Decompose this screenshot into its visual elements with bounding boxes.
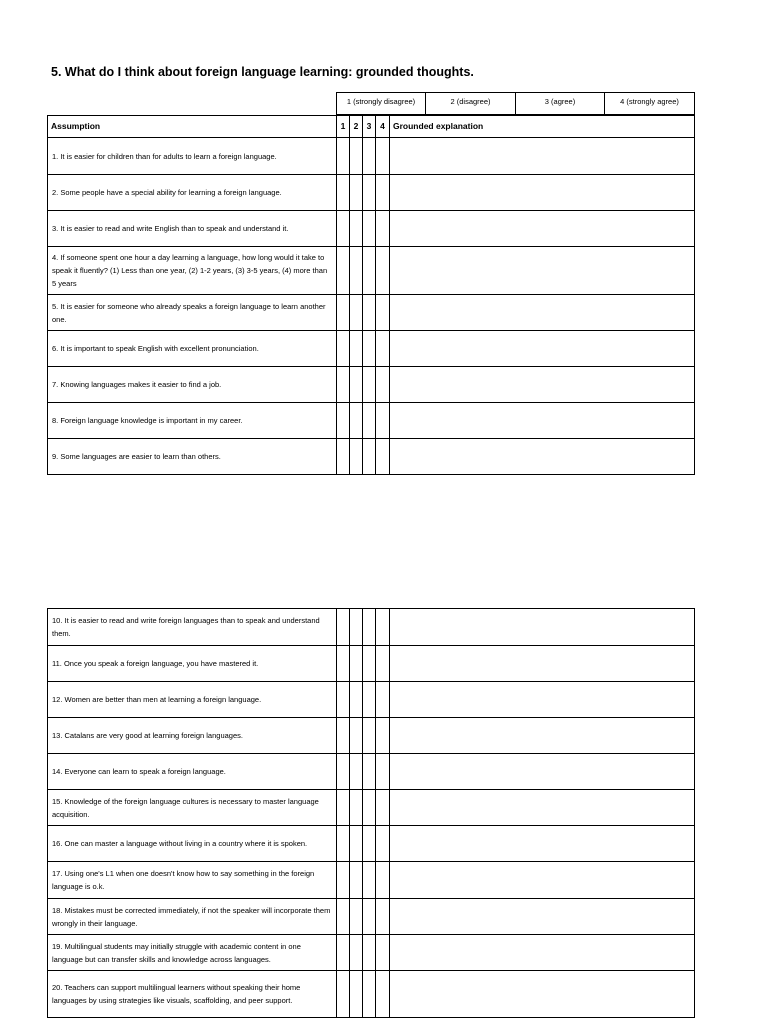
- rating-cell-3[interactable]: [363, 247, 376, 295]
- rating-cell-2[interactable]: [350, 899, 363, 935]
- table-row: [48, 211, 695, 247]
- table-row: [48, 935, 695, 971]
- table-row: [48, 646, 695, 682]
- rating-cell-4[interactable]: [376, 826, 390, 862]
- header-grounded-explanation: Grounded explanation: [390, 116, 695, 138]
- rating-cell-2[interactable]: [350, 754, 363, 790]
- rating-cell-1[interactable]: [337, 899, 350, 935]
- rating-cell-4[interactable]: [376, 971, 390, 1018]
- rating-cell-4[interactable]: [376, 439, 390, 475]
- rating-cell-1[interactable]: [337, 754, 350, 790]
- grounded-explanation-cell[interactable]: [390, 790, 695, 826]
- rating-cell-4[interactable]: [376, 138, 390, 175]
- rating-cell-1[interactable]: [337, 826, 350, 862]
- assumption-statement: 12. Women are better than men at learning a foreign language.: [48, 682, 337, 718]
- table-row: [48, 971, 695, 1018]
- rating-cell-1[interactable]: [337, 718, 350, 754]
- rating-cell-2[interactable]: [350, 175, 363, 211]
- rating-cell-4[interactable]: [376, 899, 390, 935]
- rating-cell-2[interactable]: [350, 790, 363, 826]
- rating-cell-1[interactable]: [337, 295, 350, 331]
- rating-cell-2[interactable]: [350, 646, 363, 682]
- assumption-statement: 11. Once you speak a foreign language, you have mastered it.: [48, 646, 337, 682]
- assumptions-table-1: [47, 115, 695, 475]
- rating-cell-4[interactable]: [376, 331, 390, 367]
- assumption-statement: 20. Teachers can support multilingual learners without speaking their home languages by using strategies like visuals, scaffolding, and peer support.: [48, 971, 337, 1018]
- rating-cell-2[interactable]: [350, 403, 363, 439]
- grounded-explanation-cell[interactable]: [390, 935, 695, 971]
- rating-cell-1[interactable]: [337, 682, 350, 718]
- rating-cell-1[interactable]: [337, 790, 350, 826]
- rating-cell-1[interactable]: [337, 175, 350, 211]
- rating-cell-1[interactable]: [337, 138, 350, 175]
- scale-strongly-disagree: 1 (strongly disagree): [337, 93, 426, 115]
- rating-cell-2[interactable]: [350, 935, 363, 971]
- table-row: [48, 899, 695, 935]
- rating-cell-3[interactable]: [363, 403, 376, 439]
- rating-cell-2[interactable]: [350, 331, 363, 367]
- grounded-explanation-cell[interactable]: [390, 971, 695, 1018]
- rating-cell-2[interactable]: [350, 971, 363, 1018]
- header-rating-1: 1: [337, 116, 350, 138]
- rating-cell-3[interactable]: [363, 367, 376, 403]
- table-row: [48, 367, 695, 403]
- rating-cell-3[interactable]: [363, 935, 376, 971]
- rating-cell-2[interactable]: [350, 862, 363, 899]
- rating-cell-3[interactable]: [363, 754, 376, 790]
- rating-cell-1[interactable]: [337, 211, 350, 247]
- rating-cell-1[interactable]: [337, 403, 350, 439]
- assumption-statement: 18. Mistakes must be corrected immediately, if not the speaker will incorporate them wrongly in their language.: [48, 899, 337, 935]
- table-row: [48, 754, 695, 790]
- grounded-explanation-cell[interactable]: [390, 862, 695, 899]
- table-row: [48, 295, 695, 331]
- assumption-statement: 15. Knowledge of the foreign language cultures is necessary to master language acquisition.: [48, 790, 337, 826]
- table-row: [48, 718, 695, 754]
- rating-cell-3[interactable]: [363, 175, 376, 211]
- grounded-explanation-cell[interactable]: [390, 331, 695, 367]
- rating-cell-4[interactable]: [376, 754, 390, 790]
- rating-cell-4[interactable]: [376, 609, 390, 646]
- rating-cell-1[interactable]: [337, 935, 350, 971]
- grounded-explanation-cell[interactable]: [390, 247, 695, 295]
- rating-cell-4[interactable]: [376, 790, 390, 826]
- rating-cell-1[interactable]: [337, 439, 350, 475]
- rating-cell-1[interactable]: [337, 367, 350, 403]
- table-row: [48, 439, 695, 475]
- table-row: [48, 331, 695, 367]
- grounded-explanation-cell[interactable]: [390, 609, 695, 646]
- grounded-explanation-cell[interactable]: [390, 403, 695, 439]
- table-row: [48, 403, 695, 439]
- assumption-statement: 14. Everyone can learn to speak a foreign language.: [48, 754, 337, 790]
- rating-cell-3[interactable]: [363, 646, 376, 682]
- assumption-statement: 9. Some languages are easier to learn than others.: [48, 439, 337, 475]
- assumption-statement: 17. Using one's L1 when one doesn't know how to say something in the foreign language is o.k.: [48, 862, 337, 899]
- rating-cell-1[interactable]: [337, 862, 350, 899]
- rating-cell-4[interactable]: [376, 403, 390, 439]
- assumption-statement: 3. It is easier to read and write English than to speak and understand it.: [48, 211, 337, 247]
- grounded-explanation-cell[interactable]: [390, 718, 695, 754]
- table-row: [48, 175, 695, 211]
- rating-cell-2[interactable]: [350, 247, 363, 295]
- assumption-statement: 10. It is easier to read and write foreign languages than to speak and understand them.: [48, 609, 337, 646]
- assumption-statement: 1. It is easier for children than for adults to learn a foreign language.: [48, 138, 337, 175]
- table-row: [48, 790, 695, 826]
- rating-cell-4[interactable]: [376, 646, 390, 682]
- rating-cell-4[interactable]: [376, 367, 390, 403]
- rating-cell-3[interactable]: [363, 790, 376, 826]
- header-assumption: Assumption: [48, 116, 337, 138]
- table-row: [48, 609, 695, 646]
- rating-cell-4[interactable]: [376, 718, 390, 754]
- rating-cell-2[interactable]: [350, 211, 363, 247]
- scale-row: [337, 93, 695, 115]
- rating-cell-4[interactable]: [376, 935, 390, 971]
- rating-cell-3[interactable]: [363, 138, 376, 175]
- table-row: [48, 682, 695, 718]
- rating-cell-3[interactable]: [363, 295, 376, 331]
- rating-cell-2[interactable]: [350, 682, 363, 718]
- rating-cell-2[interactable]: [350, 826, 363, 862]
- grounded-explanation-cell[interactable]: [390, 367, 695, 403]
- rating-cell-4[interactable]: [376, 862, 390, 899]
- grounded-explanation-cell[interactable]: [390, 899, 695, 935]
- page-title: 5. What do I think about foreign language learning: grounded thoughts.: [51, 65, 474, 79]
- assumptions-table-2: [47, 608, 695, 1018]
- rating-cell-4[interactable]: [376, 682, 390, 718]
- grounded-explanation-cell[interactable]: [390, 439, 695, 475]
- grounded-explanation-cell[interactable]: [390, 826, 695, 862]
- header-rating-3: 3: [363, 116, 376, 138]
- assumption-statement: 7. Knowing languages makes it easier to find a job.: [48, 367, 337, 403]
- rating-cell-1[interactable]: [337, 646, 350, 682]
- grounded-explanation-cell[interactable]: [390, 175, 695, 211]
- rating-cell-1[interactable]: [337, 331, 350, 367]
- assumption-statement: 16. One can master a language without living in a country where it is spoken.: [48, 826, 337, 862]
- assumption-statement: 19. Multilingual students may initially struggle with academic content in one language but can transfer skills and knowledge across languages.: [48, 935, 337, 971]
- rating-cell-4[interactable]: [376, 175, 390, 211]
- rating-cell-1[interactable]: [337, 609, 350, 646]
- rating-cell-1[interactable]: [337, 971, 350, 1018]
- grounded-explanation-cell[interactable]: [390, 138, 695, 175]
- grounded-explanation-cell[interactable]: [390, 682, 695, 718]
- assumption-statement: 4. If someone spent one hour a day learning a language, how long would it take to speak it fluently? (1) Less than one year, (2) 1-2 years, (3) 3-5 years, (4) more than 5 years: [48, 247, 337, 295]
- rating-cell-2[interactable]: [350, 439, 363, 475]
- header-rating-2: 2: [350, 116, 363, 138]
- rating-cell-3[interactable]: [363, 682, 376, 718]
- table-header-row: [48, 116, 695, 138]
- assumption-statement: 6. It is important to speak English with excellent pronunciation.: [48, 331, 337, 367]
- table-row: [48, 826, 695, 862]
- scale-agree: 3 (agree): [516, 93, 605, 115]
- table-row: [48, 862, 695, 899]
- table-row: [48, 138, 695, 175]
- rating-cell-3[interactable]: [363, 826, 376, 862]
- rating-cell-3[interactable]: [363, 331, 376, 367]
- grounded-explanation-cell[interactable]: [390, 646, 695, 682]
- rating-cell-2[interactable]: [350, 367, 363, 403]
- rating-cell-3[interactable]: [363, 899, 376, 935]
- rating-cell-3[interactable]: [363, 439, 376, 475]
- header-rating-4: 4: [376, 116, 390, 138]
- rating-cell-3[interactable]: [363, 211, 376, 247]
- grounded-explanation-cell[interactable]: [390, 754, 695, 790]
- rating-cell-4[interactable]: [376, 211, 390, 247]
- rating-cell-2[interactable]: [350, 295, 363, 331]
- grounded-explanation-cell[interactable]: [390, 211, 695, 247]
- grounded-explanation-cell[interactable]: [390, 295, 695, 331]
- rating-cell-3[interactable]: [363, 971, 376, 1018]
- assumption-statement: 13. Catalans are very good at learning foreign languages.: [48, 718, 337, 754]
- assumption-statement: 8. Foreign language knowledge is important in my career.: [48, 403, 337, 439]
- assumption-statement: 2. Some people have a special ability for learning a foreign language.: [48, 175, 337, 211]
- scale-disagree: 2 (disagree): [426, 93, 516, 115]
- rating-cell-3[interactable]: [363, 862, 376, 899]
- assumption-statement: 5. It is easier for someone who already speaks a foreign language to learn another one.: [48, 295, 337, 331]
- rating-cell-2[interactable]: [350, 718, 363, 754]
- rating-cell-2[interactable]: [350, 138, 363, 175]
- table-row: [48, 247, 695, 295]
- rating-cell-3[interactable]: [363, 718, 376, 754]
- rating-cell-2[interactable]: [350, 609, 363, 646]
- rating-cell-1[interactable]: [337, 247, 350, 295]
- rating-cell-3[interactable]: [363, 609, 376, 646]
- scale-strongly-agree: 4 (strongly agree): [605, 93, 695, 115]
- rating-cell-4[interactable]: [376, 295, 390, 331]
- rating-cell-4[interactable]: [376, 247, 390, 295]
- rating-scale-legend: [336, 92, 695, 115]
